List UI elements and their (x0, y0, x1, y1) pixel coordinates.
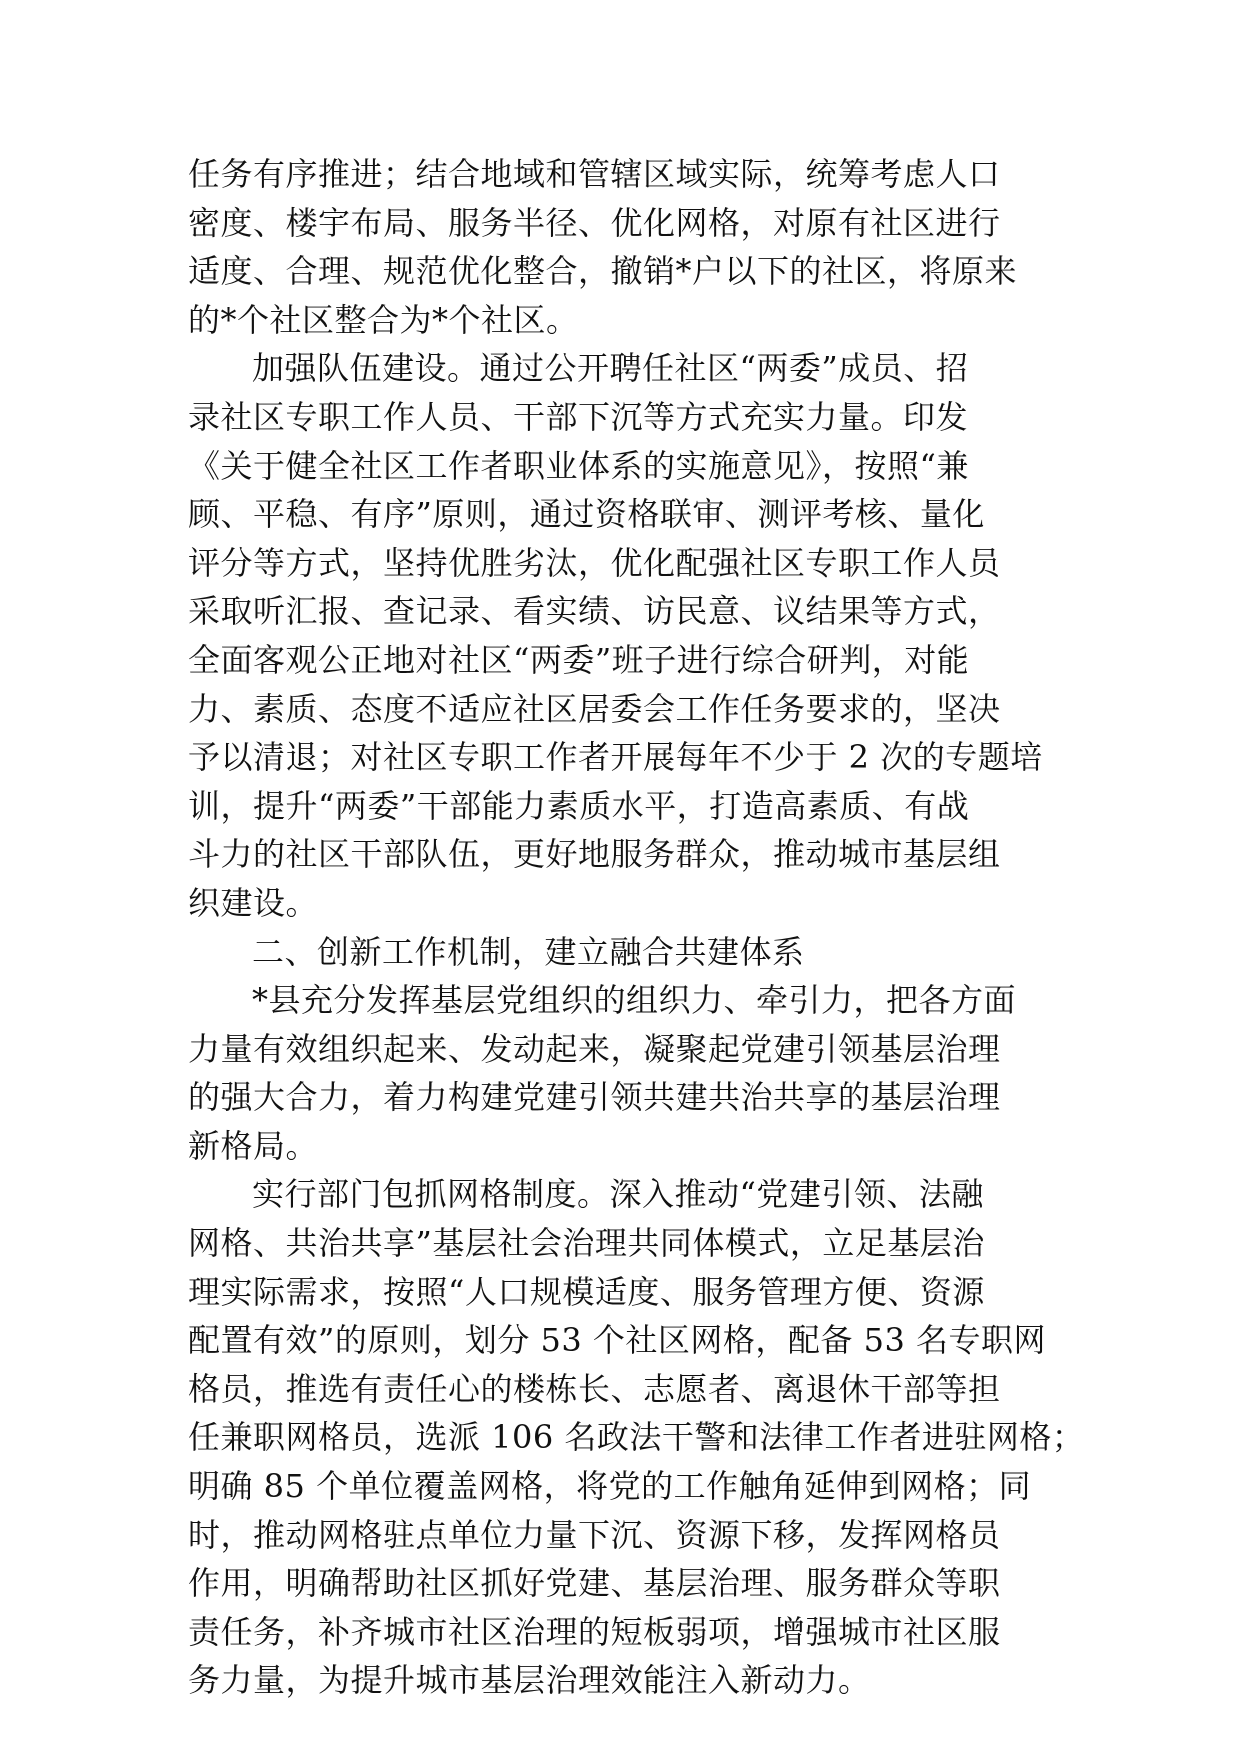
text-line: 时，推动网格驻点单位力量下沉、资源下移，发挥网格员 (188, 1515, 1001, 1554)
body-text (188, 150, 1085, 1705)
text-line: 力量有效组织起来、发动起来，凝聚起党建引领基层治理 (188, 1029, 1001, 1068)
text-line: 的强大合力，着力构建党建引领共建共治共享的基层治理 (188, 1078, 1001, 1117)
text-line: 《关于健全社区工作者职业体系的实施意见》，按照“兼 (188, 446, 969, 485)
text-line: 的*个社区整合为*个社区。 (188, 300, 579, 339)
text-line: 配置有效”的原则，划分 53 个社区网格，配备 53 名专职网 (188, 1321, 1046, 1360)
text-line: 务力量，为提升城市基层治理效能注入新动力。 (188, 1661, 871, 1700)
paragraph-start-line: 加强队伍建设。通过公开聘任社区“两委”成员、招 (252, 349, 969, 388)
text-line: 作用，明确帮助社区抓好党建、基层治理、服务群众等职 (188, 1564, 1001, 1603)
text-line: 理实际需求，按照“人口规模适度、服务管理方便、资源 (188, 1272, 985, 1311)
text-line: 新格局。 (188, 1126, 319, 1165)
text-line: 录社区专职工作人员、干部下沉等方式充实力量。印发 (188, 397, 969, 436)
text-line: 力、素质、态度不适应社区居委会工作任务要求的，坚决 (188, 689, 1001, 728)
text-line: 网格、共治共享”基层社会治理共同体模式，立足基层治 (188, 1224, 985, 1263)
text-line: 任务有序推进；结合地域和管辖区域实际，统筹考虑人口 (188, 155, 1001, 193)
text-line: 全面客观公正地对社区“两委”班子进行综合研判，对能 (188, 640, 970, 679)
text-line: 训，提升“两委”干部能力素质水平，打造高素质、有战 (188, 786, 970, 825)
text-line: 密度、楼宇布局、服务半径、优化网格，对原有社区进行 (188, 203, 1001, 242)
text-line: 明确 85 个单位覆盖网格，将党的工作触角延伸到网格；同 (188, 1467, 1032, 1506)
text-line: 织建设。 (188, 883, 319, 922)
section-heading: 二、创新工作机制，建立融合共建体系 (252, 932, 805, 971)
text-line: 顾、平稳、有序”原则，通过资格联审、测评考核、量化 (188, 495, 985, 534)
text-line: 评分等方式，坚持优胜劣汰，优化配强社区专职工作人员 (188, 543, 1001, 582)
text-line: 采取听汇报、查记录、看实绩、访民意、议结果等方式， (188, 592, 1001, 631)
text-line: 格员，推选有责任心的楼栋长、志愿者、离退休干部等担 (188, 1369, 1001, 1408)
text-line: 适度、合理、规范优化整合，撤销*户以下的社区，将原来 (188, 252, 1018, 291)
paragraph-start-line: 实行部门包抓网格制度。深入推动“党建引领、法融 (252, 1175, 984, 1214)
text-line: 任兼职网格员，选派 106 名政法干警和法律工作者进驻网格； (188, 1418, 1085, 1457)
text-line: 责任务，补齐城市社区治理的短板弱项，增强城市社区服 (188, 1612, 1001, 1651)
paragraph-start-line: *县充分发挥基层党组织的组织力、牵引力，把各方面 (252, 981, 1017, 1020)
text-line: 予以清退；对社区专职工作者开展每年不少于 2 次的专题培 (188, 738, 1043, 777)
text-line: 斗力的社区干部队伍，更好地服务群众，推动城市基层组 (188, 835, 1001, 874)
